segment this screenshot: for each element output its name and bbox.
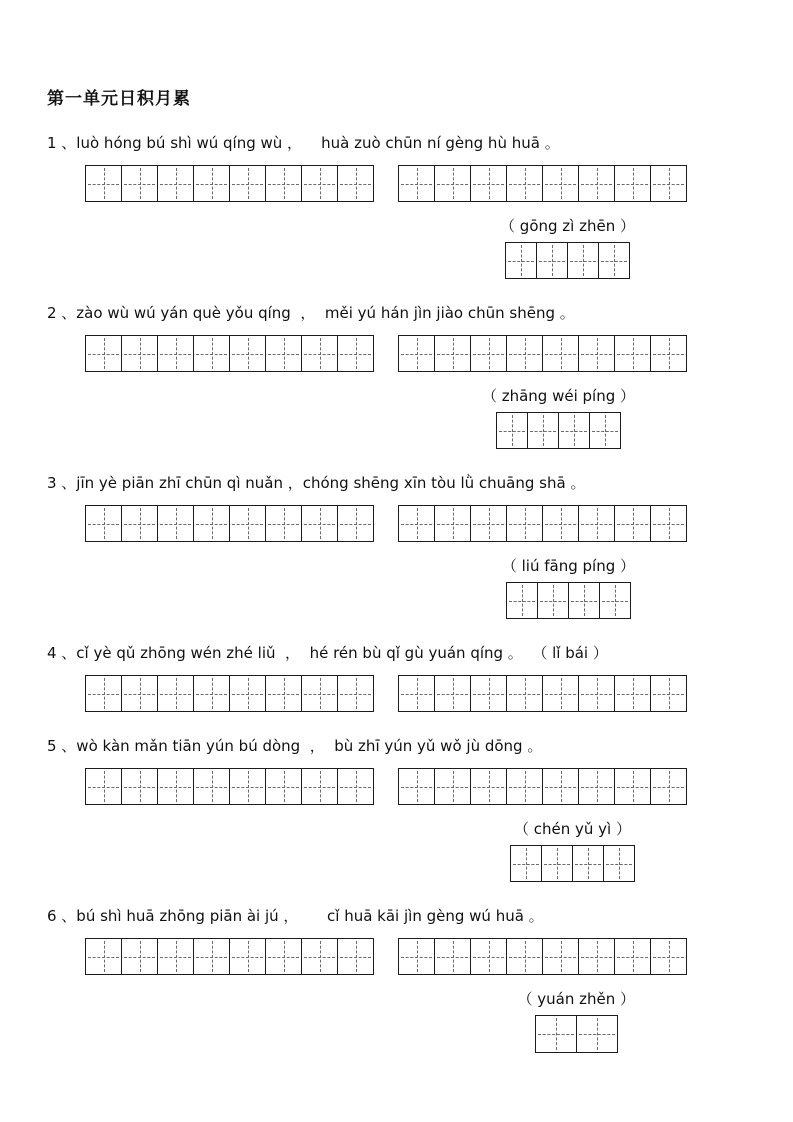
writing-cell: [398, 675, 435, 712]
writing-cell: [434, 165, 471, 202]
writing-grid-right: [398, 675, 687, 712]
writing-cell: [578, 335, 615, 372]
writing-cell: [193, 505, 230, 542]
writing-cell: [542, 768, 579, 805]
writing-cell: [301, 768, 338, 805]
writing-cell: [229, 165, 266, 202]
author-writing-grid: [535, 1015, 618, 1053]
author-writing-grid: [510, 845, 635, 882]
author-label: （ zhāng wéi píng ）: [481, 387, 635, 405]
writing-cell: [229, 768, 266, 805]
writing-cell: [496, 412, 528, 449]
writing-grid-right: [398, 165, 687, 202]
writing-cell: [506, 335, 543, 372]
writing-cell: [470, 768, 507, 805]
writing-cell: [572, 845, 604, 882]
author-block: [502, 556, 635, 619]
writing-cell: [265, 675, 302, 712]
writing-cell: [505, 242, 537, 279]
item-sentence: 3 、jīn yè piān zhī chūn qì nuǎn ，chóng shēng xīn tòu lǜ chuāng shā 。: [47, 474, 586, 492]
writing-cell: [589, 412, 621, 449]
writing-cell: [510, 845, 542, 882]
writing-cell: [650, 938, 687, 975]
writing-cell: [542, 675, 579, 712]
writing-cell: [301, 505, 338, 542]
writing-cell: [337, 335, 374, 372]
writing-cell: [301, 165, 338, 202]
writing-cell: [157, 768, 194, 805]
writing-cell: [603, 845, 635, 882]
writing-cell: [229, 938, 266, 975]
writing-cell: [301, 675, 338, 712]
writing-cell: [193, 335, 230, 372]
writing-cell: [121, 768, 158, 805]
writing-cell: [470, 165, 507, 202]
writing-cell: [614, 165, 651, 202]
writing-cell: [650, 165, 687, 202]
writing-grid-left: [85, 335, 374, 372]
writing-cell: [542, 505, 579, 542]
exercise-item: [47, 643, 753, 712]
writing-cell: [542, 335, 579, 372]
item-sentence: 4 、cǐ yè qǔ zhōng wén zhé liǔ ， hé rén bù qǐ gù yuán qíng 。 （ lǐ bái ）: [47, 644, 608, 662]
exercise-list: [47, 133, 753, 1053]
author-block: [510, 819, 635, 882]
writing-grid-row: [85, 768, 753, 805]
item-sentence: 2 、zào wù wú yán què yǒu qíng ， měi yú hán jìn jiào chūn shēng 。: [47, 304, 575, 322]
writing-cell: [121, 335, 158, 372]
writing-cell: [398, 768, 435, 805]
author-label: （ yuán zhěn ）: [517, 990, 635, 1008]
writing-cell: [434, 675, 471, 712]
writing-cell: [650, 675, 687, 712]
writing-cell: [536, 242, 568, 279]
writing-grid-row: [85, 335, 753, 372]
writing-cell: [157, 505, 194, 542]
writing-cell: [578, 675, 615, 712]
author-block: [482, 386, 635, 449]
writing-cell: [193, 165, 230, 202]
writing-cell: [229, 675, 266, 712]
writing-cell: [398, 165, 435, 202]
writing-cell: [434, 335, 471, 372]
writing-cell: [650, 768, 687, 805]
writing-cell: [650, 335, 687, 372]
writing-cell: [614, 335, 651, 372]
writing-cell: [541, 845, 573, 882]
writing-cell: [85, 505, 122, 542]
writing-cell: [121, 938, 158, 975]
writing-cell: [85, 768, 122, 805]
writing-cell: [301, 335, 338, 372]
writing-cell: [614, 675, 651, 712]
writing-cell: [398, 938, 435, 975]
writing-cell: [598, 242, 630, 279]
writing-cell: [567, 242, 599, 279]
writing-grid-right: [398, 505, 687, 542]
item-sentence: 5 、wò kàn mǎn tiān yún bú dòng ， bù zhī yún yǔ wǒ jù dōng 。: [47, 737, 543, 755]
writing-grid-right: [398, 335, 687, 372]
writing-cell: [229, 505, 266, 542]
writing-cell: [614, 938, 651, 975]
writing-grid-left: [85, 505, 374, 542]
writing-cell: [337, 938, 374, 975]
writing-cell: [265, 335, 302, 372]
writing-cell: [578, 938, 615, 975]
writing-cell: [650, 505, 687, 542]
author-block: [500, 216, 635, 279]
writing-cell: [506, 675, 543, 712]
writing-grid-left: [85, 675, 374, 712]
writing-cell: [614, 505, 651, 542]
writing-cell: [337, 768, 374, 805]
writing-cell: [265, 938, 302, 975]
writing-cell: [434, 938, 471, 975]
writing-cell: [434, 768, 471, 805]
item-sentence: 6 、bú shì huā zhōng piān ài jú ， cǐ huā kāi jìn gèng wú huā 。: [47, 907, 544, 925]
writing-cell: [506, 505, 543, 542]
author-label: （ gōng zì zhēn ）: [500, 217, 635, 235]
writing-cell: [470, 335, 507, 372]
writing-cell: [301, 938, 338, 975]
writing-grid-left: [85, 938, 374, 975]
writing-grid-row: [85, 675, 753, 712]
writing-cell: [121, 675, 158, 712]
writing-grid-left: [85, 165, 374, 202]
writing-cell: [527, 412, 559, 449]
exercise-item: [47, 736, 753, 882]
author-writing-grid: [496, 412, 621, 449]
writing-cell: [470, 675, 507, 712]
writing-cell: [506, 582, 538, 619]
writing-grid-right: [398, 938, 687, 975]
writing-cell: [535, 1015, 577, 1053]
writing-cell: [398, 505, 435, 542]
author-label: （ liú fāng píng ）: [501, 557, 635, 575]
author-label: （ chén yǔ yì ）: [514, 820, 631, 838]
writing-cell: [265, 165, 302, 202]
writing-cell: [85, 335, 122, 372]
writing-cell: [578, 768, 615, 805]
exercise-item: [47, 906, 753, 1053]
writing-grid-row: [85, 938, 753, 975]
writing-cell: [157, 335, 194, 372]
page-title: 第一单元日积月累: [47, 89, 191, 109]
writing-grid-row: [85, 505, 753, 542]
writing-cell: [578, 165, 615, 202]
writing-cell: [558, 412, 590, 449]
writing-cell: [337, 505, 374, 542]
writing-cell: [157, 165, 194, 202]
writing-grid-right: [398, 768, 687, 805]
writing-cell: [121, 505, 158, 542]
writing-cell: [193, 938, 230, 975]
writing-cell: [157, 675, 194, 712]
writing-cell: [193, 675, 230, 712]
writing-cell: [85, 675, 122, 712]
writing-cell: [470, 938, 507, 975]
writing-cell: [229, 335, 266, 372]
writing-cell: [193, 768, 230, 805]
writing-cell: [265, 505, 302, 542]
writing-cell: [85, 165, 122, 202]
writing-cell: [337, 165, 374, 202]
writing-cell: [542, 938, 579, 975]
writing-cell: [121, 165, 158, 202]
writing-cell: [578, 505, 615, 542]
writing-cell: [576, 1015, 618, 1053]
exercise-item: [47, 473, 753, 619]
writing-cell: [85, 938, 122, 975]
exercise-item: [47, 303, 753, 449]
writing-cell: [506, 165, 543, 202]
writing-cell: [157, 938, 194, 975]
writing-cell: [614, 768, 651, 805]
exercise-item: [47, 133, 753, 279]
writing-cell: [506, 768, 543, 805]
writing-cell: [337, 675, 374, 712]
writing-cell: [506, 938, 543, 975]
item-sentence: 1 、luò hóng bú shì wú qíng wù ， huà zuò chūn ní gèng hù huā 。: [47, 134, 560, 152]
writing-cell: [542, 165, 579, 202]
author-writing-grid: [505, 242, 630, 279]
writing-cell: [265, 768, 302, 805]
author-writing-grid: [506, 582, 631, 619]
writing-cell: [568, 582, 600, 619]
author-block: [517, 989, 635, 1053]
writing-grid-left: [85, 768, 374, 805]
writing-cell: [434, 505, 471, 542]
writing-grid-row: [85, 165, 753, 202]
writing-cell: [470, 505, 507, 542]
writing-cell: [398, 335, 435, 372]
writing-cell: [599, 582, 631, 619]
writing-cell: [537, 582, 569, 619]
